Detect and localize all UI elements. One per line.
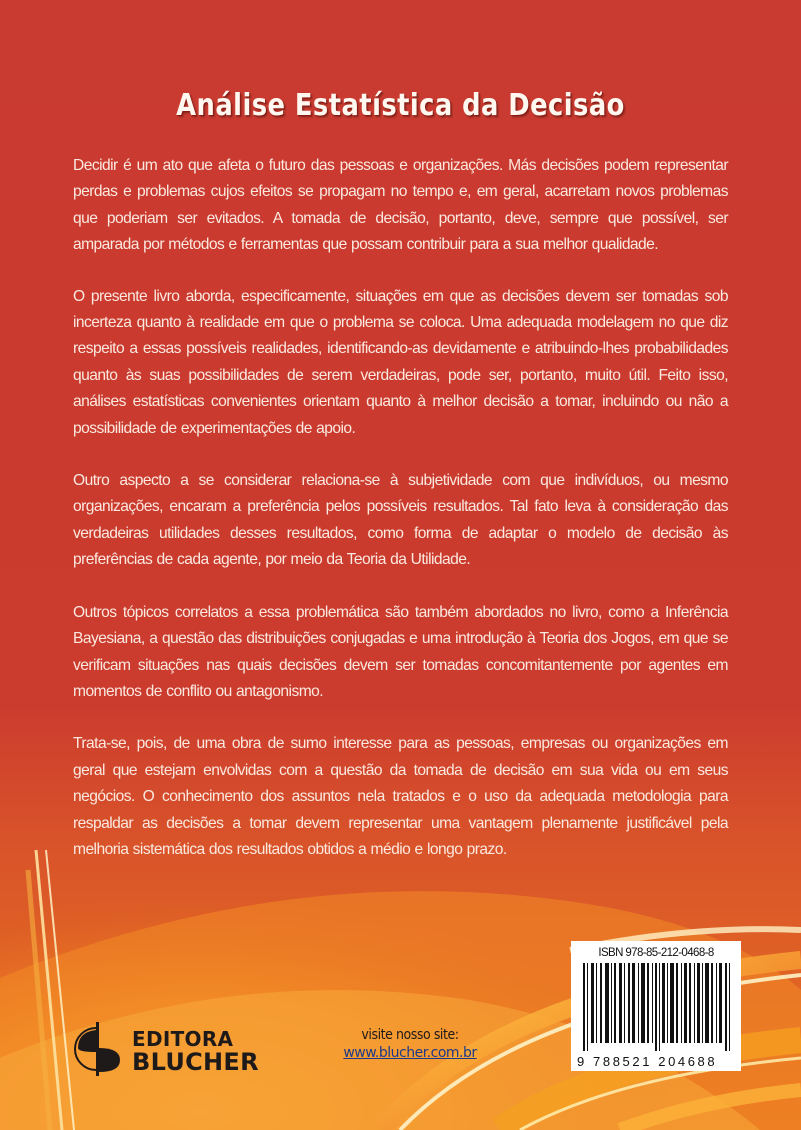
publisher-name-line1: EDITORA bbox=[132, 1027, 234, 1051]
synopsis-paragraph-3: Outro aspecto a se considerar relaciona-se à subjetividade com que indivíduos, ou mesmo organizações, encaram a preferência pelos possíveis resultados. Tal fato leva à consideração das verdadeiras utilidades desses resultados, como forma de adaptar o modelo de decisão às preferências de cada agente, por meio da Teoria da Utilidade. bbox=[73, 472, 728, 569]
website-link[interactable]: www.blucher.com.br bbox=[343, 1045, 477, 1061]
synopsis-paragraph-1: Decidir é um ato que afeta o futuro das pessoas e organizações. Más decisões podem representar perdas e problemas cujos efeitos se propagam no tempo e, em geral, acarretam novos problemas que poderiam ser evitados. A tomada de decisão, portanto, deve, sempre que possível, ser amparada por métodos e ferramentas que possam contribuir para a sua melhor qualidade. bbox=[73, 157, 728, 254]
publisher-name-line2: BLUCHER bbox=[132, 1048, 259, 1076]
book-title: Análise Estatística da Decisão bbox=[176, 88, 625, 123]
barcode-digits: 9 788521 204688 bbox=[577, 1054, 718, 1069]
isbn-barcode bbox=[571, 941, 741, 1071]
isbn-label: ISBN 978-85-212-0468-8 bbox=[598, 947, 714, 959]
synopsis-paragraph-4: Outros tópicos correlatos a essa problemática são também abordados no livro, como a Inferência Bayesiana, a questão das distribuições conjugadas e uma introdução à Teoria dos Jogos, em que se verificam situações nas quais decisões devem ser tomadas concomitantemente por agentes em momentos de conflito ou antagonismo. bbox=[73, 603, 728, 700]
publisher-logo bbox=[74, 1020, 274, 1080]
blucher-logo-mark-icon bbox=[74, 1020, 124, 1078]
site-label: visite nosso site: bbox=[361, 1027, 459, 1043]
synopsis-text bbox=[73, 153, 728, 889]
synopsis-paragraph-5: Trata-se, pois, de uma obra de sumo interesse para as pessoas, empresas ou organizações em geral que estejam envolvidas com a questão da tomada de decisão em sua vida ou em seus negócios. O conhecimento dos assuntos nela tratados e o uso da adequada metodologia para respaldar as decisões a tomar devem representar uma vantagem plenamente justificável pela melhoria sistemática dos resultados obtidos a médio e longo prazo. bbox=[73, 735, 728, 858]
publisher-website bbox=[330, 1027, 490, 1062]
barcode-bars-icon bbox=[583, 963, 733, 1051]
synopsis-paragraph-2: O presente livro aborda, especificamente, situações em que as decisões devem ser tomadas sob incerteza quanto à realidade em que o problema se coloca. Uma adequada modelagem no que diz respeito a essas possíveis realidades, identificando-as devidamente e atribuindo-lhes probabilidades quanto às suas possibilidades de serem verdadeiras, pode ser, portanto, muito útil. Feito isso, análises estatísticas convenientes orientam quanto à melhor decisão a tomar, incluindo ou não a possibilidade de experimentações de apoio. bbox=[73, 287, 728, 437]
